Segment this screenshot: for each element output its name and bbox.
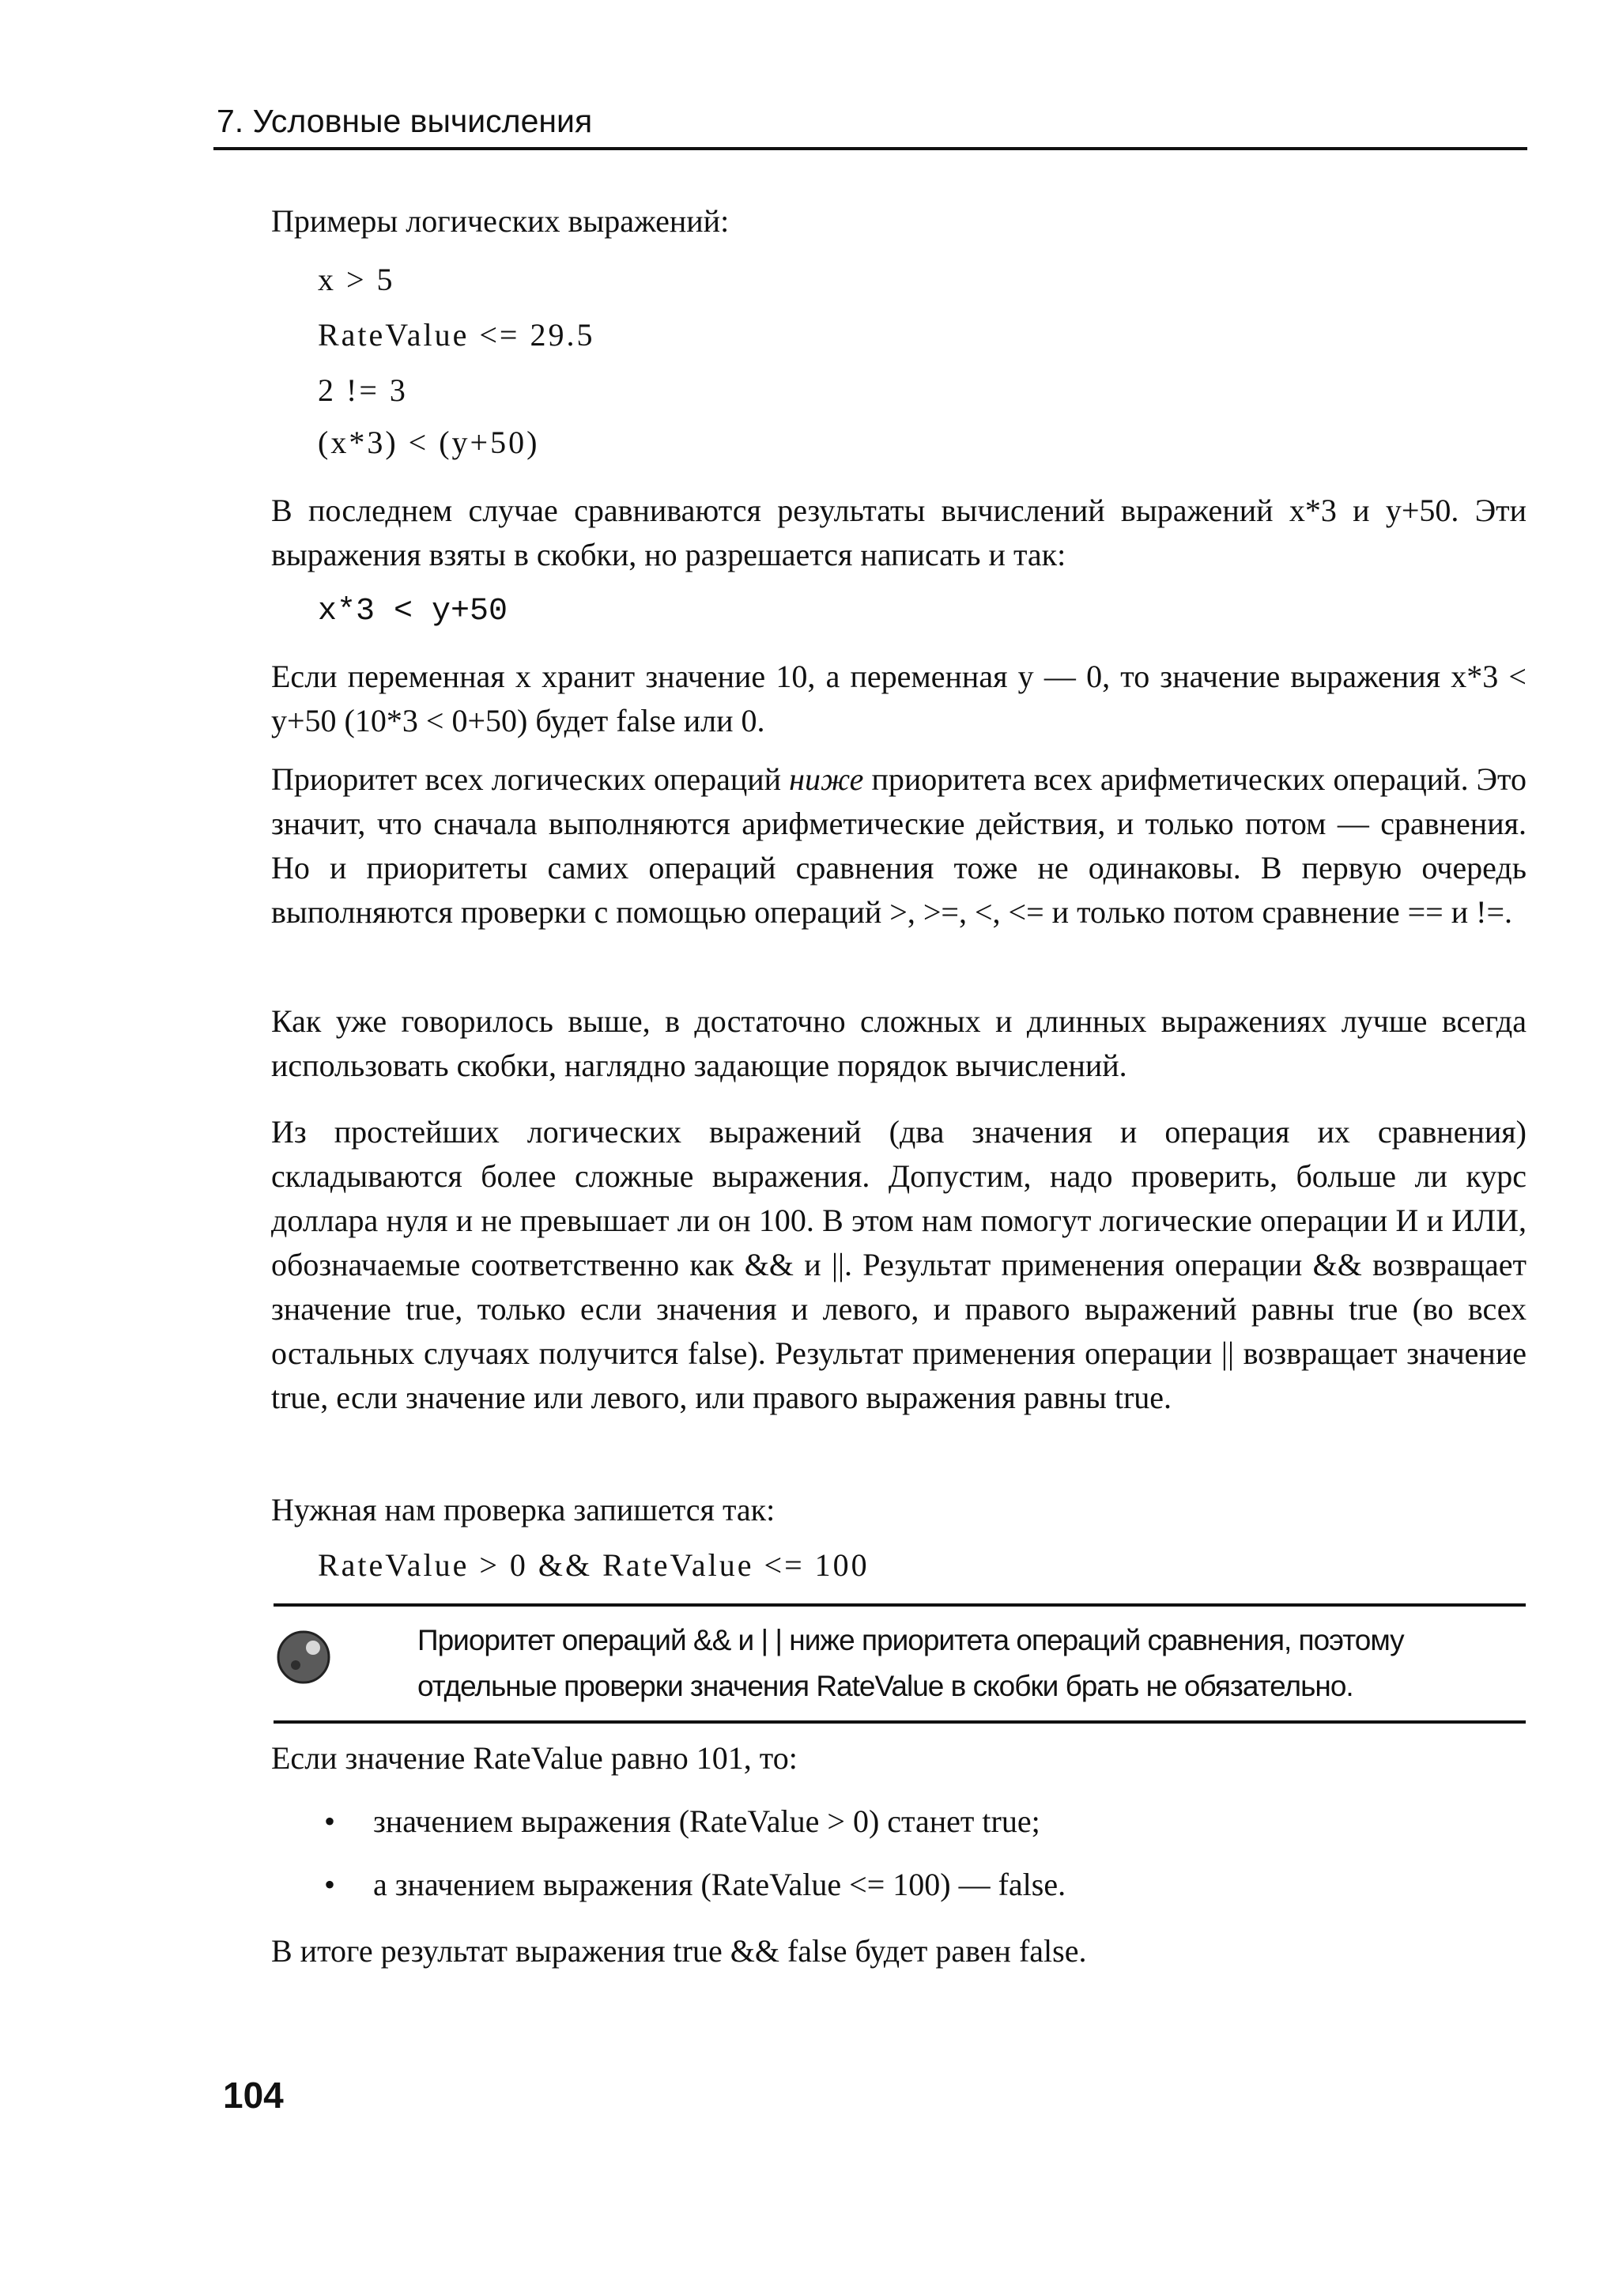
code-no-parens: x*3 < y+50 [318,594,508,629]
intro-text: Примеры логических выражений: [271,203,730,239]
code-check: RateValue > 0 && RateValue <= 100 [318,1547,870,1583]
paragraph-logic: Из простейших логических выражений (два значения и операция их сравнения) складываются более сложные выражения. Допустим, надо проверить, больше ли курс доллара нуля и не превышает ли он 100. В этом нам помогут логические операции И и ИЛИ, обозначаемые соответственно как && и ||. Результат применения операции && возвращает значение true, только если значения и левого, и правого выражений равны true (во всех остальных случаях получится false). Результат применения операции || возвращает значение true, если значение или левого, или правого выражения равны true. [271,1114,1527,1415]
priority-text-start: Приоритет всех логических операций [271,761,790,797]
bullet-list [316,1799,1066,1926]
example-4: (x*3) < (y+50) [318,425,540,460]
bullet-icon: • [324,1867,336,1902]
paragraph-if: Если значение RateValue равно 101, то: [271,1740,798,1776]
example-1: x > 5 [318,262,395,297]
note-icon [275,1629,332,1686]
page-number: 104 [223,2075,284,2116]
example-3: 2 != 3 [318,372,408,408]
note-top-rule [274,1603,1526,1607]
example-2: RateValue <= 29.5 [318,317,595,353]
paragraph-last-case: В последнем случае сравниваются результаты вычислений выражений x*3 и y+50. Эти выражения взяты в скобки, но разрешается написать и так: [271,493,1527,572]
emphasis-word: ниже [789,761,864,797]
header-rule [213,147,1527,150]
paragraph-values: Если переменная x хранит значение 10, а переменная у — 0, то значение выражения x*3 < y+50 (10*3 < 0+50) будет false или 0. [271,659,1527,738]
paragraph-check: Нужная нам проверка запишется так: [271,1492,776,1528]
paragraph-result: В итоге результат выражения true && false будет равен false. [271,1933,1087,1969]
priority-text-end: приоритета всех арифметических операций. Это значит, что сначала выполняются арифметические действия, и только потом — сравнения. Но и приоритеты самих операций сравнения тоже не одинаковы. В первую очередь выполняются проверки с помощью операций >, >=, <, <= и только потом сравнение == и !=. [271,761,1527,930]
bullet-icon: • [324,1803,336,1839]
paragraph-parens: Как уже говорилось выше, в достаточно сложных и длинных выражениях лучше всегда использовать скобки, наглядно задающие порядок вычислений. [271,1003,1527,1083]
bullet-text: значением выражения (RateValue > 0) станет true; [373,1803,1040,1839]
list-item [316,1863,1066,1907]
chapter-header: 7. Условные вычисления [217,103,593,139]
bullet-text: а значением выражения (RateValue <= 100) — false. [373,1867,1066,1902]
note-bottom-rule [274,1720,1526,1724]
paragraph-priority [271,757,1527,935]
note-text: Приоритет операций && и | | ниже приоритета операций сравнения, поэтому отдельные проверки значения RateValue в скобки брать не обязательно. [417,1624,1404,1702]
list-item [316,1799,1066,1844]
